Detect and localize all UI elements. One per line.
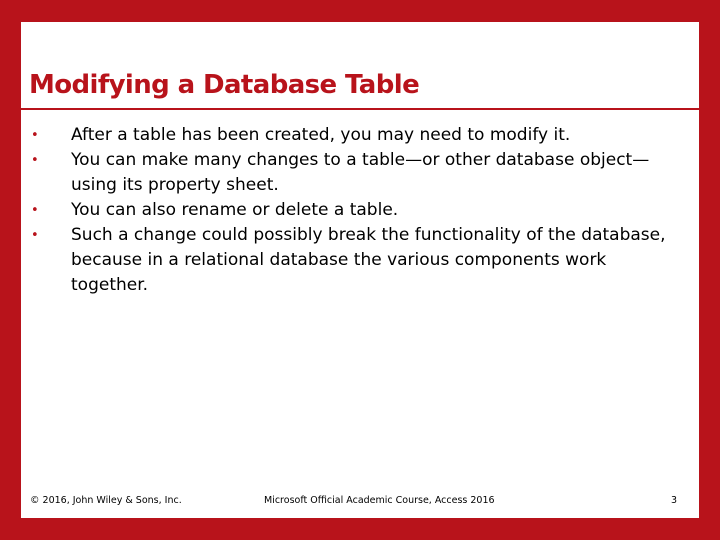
footer-page-number: 3 [670, 495, 677, 506]
footer-course: Microsoft Official Academic Course, Access 2016 [264, 495, 495, 506]
bullet-glyph: • [31, 153, 39, 168]
slide-title: Modifying a Database Table [29, 70, 420, 100]
bullet-text: After a table has been created, you may need to modify it. [71, 125, 571, 145]
bullet-text: You can also rename or delete a table. [71, 200, 399, 220]
footer-copyright: © 2016, John Wiley & Sons, Inc. [30, 495, 182, 506]
bullet-glyph: • [31, 203, 39, 218]
bullet-list [29, 123, 669, 298]
slide [21, 22, 699, 518]
bullet-glyph: • [31, 128, 39, 143]
title-divider [21, 108, 699, 110]
bullet-item [29, 123, 669, 148]
bullet-text: You can make many changes to a table—or other database object—using its property sheet. [71, 150, 650, 195]
bullet-item [29, 223, 669, 298]
bullet-item [29, 148, 669, 198]
bullet-text: Such a change could possibly break the functionality of the database, because in a relational database the various components work together. [71, 225, 666, 295]
bullet-item [29, 198, 669, 223]
bullet-glyph: • [31, 228, 39, 243]
